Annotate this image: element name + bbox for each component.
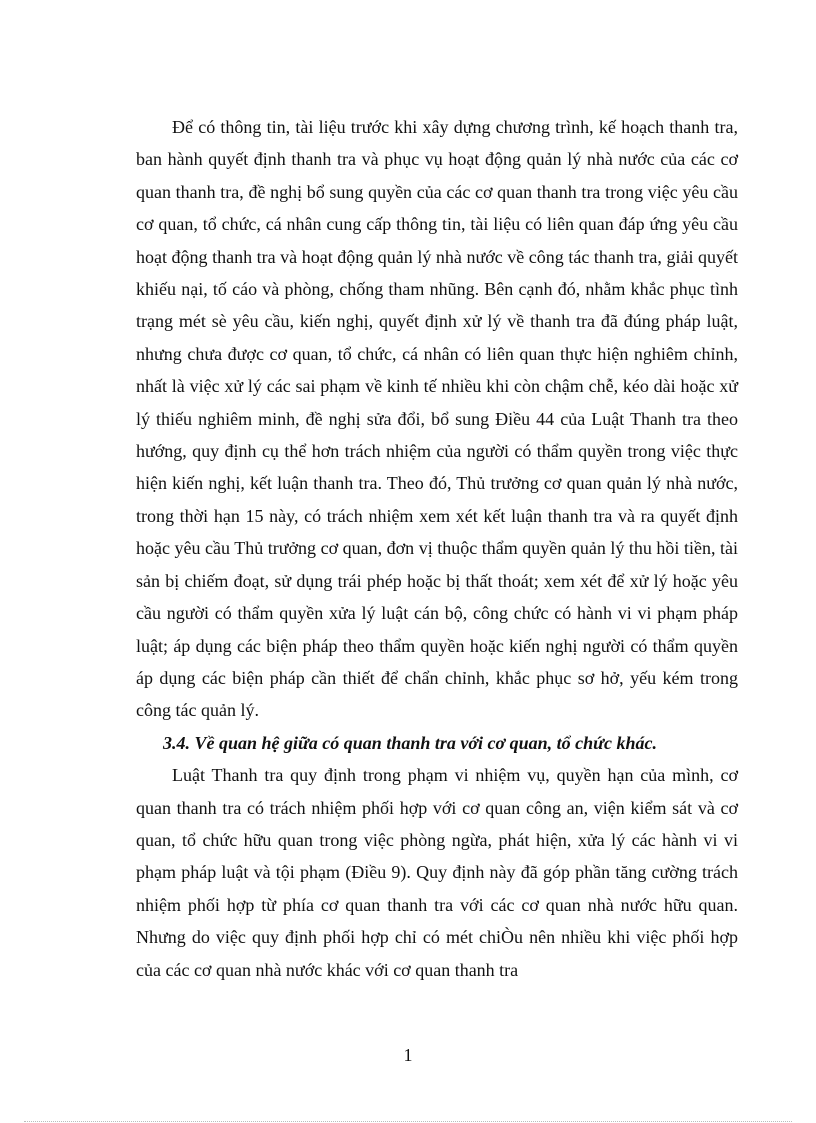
page-bottom-divider xyxy=(24,1121,792,1122)
paragraph-inspection-information: Để có thông tin, tài liệu trước khi xây dựng chương trình, kế hoạch thanh tra, ban hành quyết định thanh tra và phục vụ hoạt động quản lý nhà nước của các cơ quan thanh tra, đề nghị bổ sung quyền của các cơ quan thanh tra trong việc yêu cầu cơ quan, tổ chức, cá nhân cung cấp thông tin, tài liệu có liên quan đáp ứng yêu cầu hoạt động thanh tra và hoạt động quản lý nhà nước về công tác thanh tra, giải quyết khiếu nại, tố cáo và phòng, chống tham nhũng. Bên cạnh đó, nhằm khắc phục tình trạng mét sè yêu cầu, kiến nghị, quyết định xử lý về thanh tra đã đúng pháp luật, nhưng chưa được cơ quan, tổ chức, cá nhân có liên quan thực hiện nghiêm chỉnh, nhất là việc xử lý các sai phạm về kinh tế nhiều khi còn chậm chễ, kéo dài hoặc xử lý thiếu nghiêm minh, đề nghị sửa đổi, bổ sung Điều 44 của Luật Thanh tra theo hướng, quy định cụ thể hơn trách nhiệm của người có thẩm quyền trong việc thực hiện kiến nghị, kết luận thanh tra. Theo đó, Thủ trưởng cơ quan quản lý nhà nước, trong thời hạn 15 này, có trách nhiệm xem xét kết luận thanh tra và ra quyết định hoặc yêu cầu Thủ trưởng cơ quan, đơn vị thuộc thẩm quyền quản lý thu hồi tiền, tài sản bị chiếm đoạt, sử dụng trái phép hoặc bị thất thoát; xem xét để xử lý hoặc yêu cầu người có thẩm quyền xửa lý luật cán bộ, công chức có hành vi vi phạm pháp luật; áp dụng các biện pháp theo thẩm quyền hoặc kiến nghị người có thẩm quyền áp dụng các biện pháp cần thiết để chẩn chỉnh, khắc phục sơ hở, yếu kém trong công tác quản lý. xyxy=(136,117,738,721)
page-number: 1 xyxy=(403,1045,413,1065)
document-body xyxy=(136,111,738,986)
section-heading-3-4: 3.4. Về quan hệ giữa có quan thanh tra với cơ quan, tổ chức khác. xyxy=(163,732,657,753)
paragraph-inspection-coordination: Luật Thanh tra quy định trong phạm vi nhiệm vụ, quyền hạn của mình, cơ quan thanh tra có trách nhiệm phối hợp với cơ quan công an, viện kiểm sát và cơ quan, tổ chức hữu quan trong việc phòng ngừa, phát hiện, xửa lý các hành vi vi phạm pháp luật và tội phạm (Điều 9). Quy định này đã góp phần tăng cường trách nhiệm phối hợp từ phía cơ quan thanh tra với các cơ quan nhà nước hữu quan. Nhưng do việc quy định phối hợp chỉ có mét chiÒu nên nhiều khi việc phối hợp của các cơ quan nhà nước khác với cơ quan thanh tra xyxy=(136,765,738,980)
